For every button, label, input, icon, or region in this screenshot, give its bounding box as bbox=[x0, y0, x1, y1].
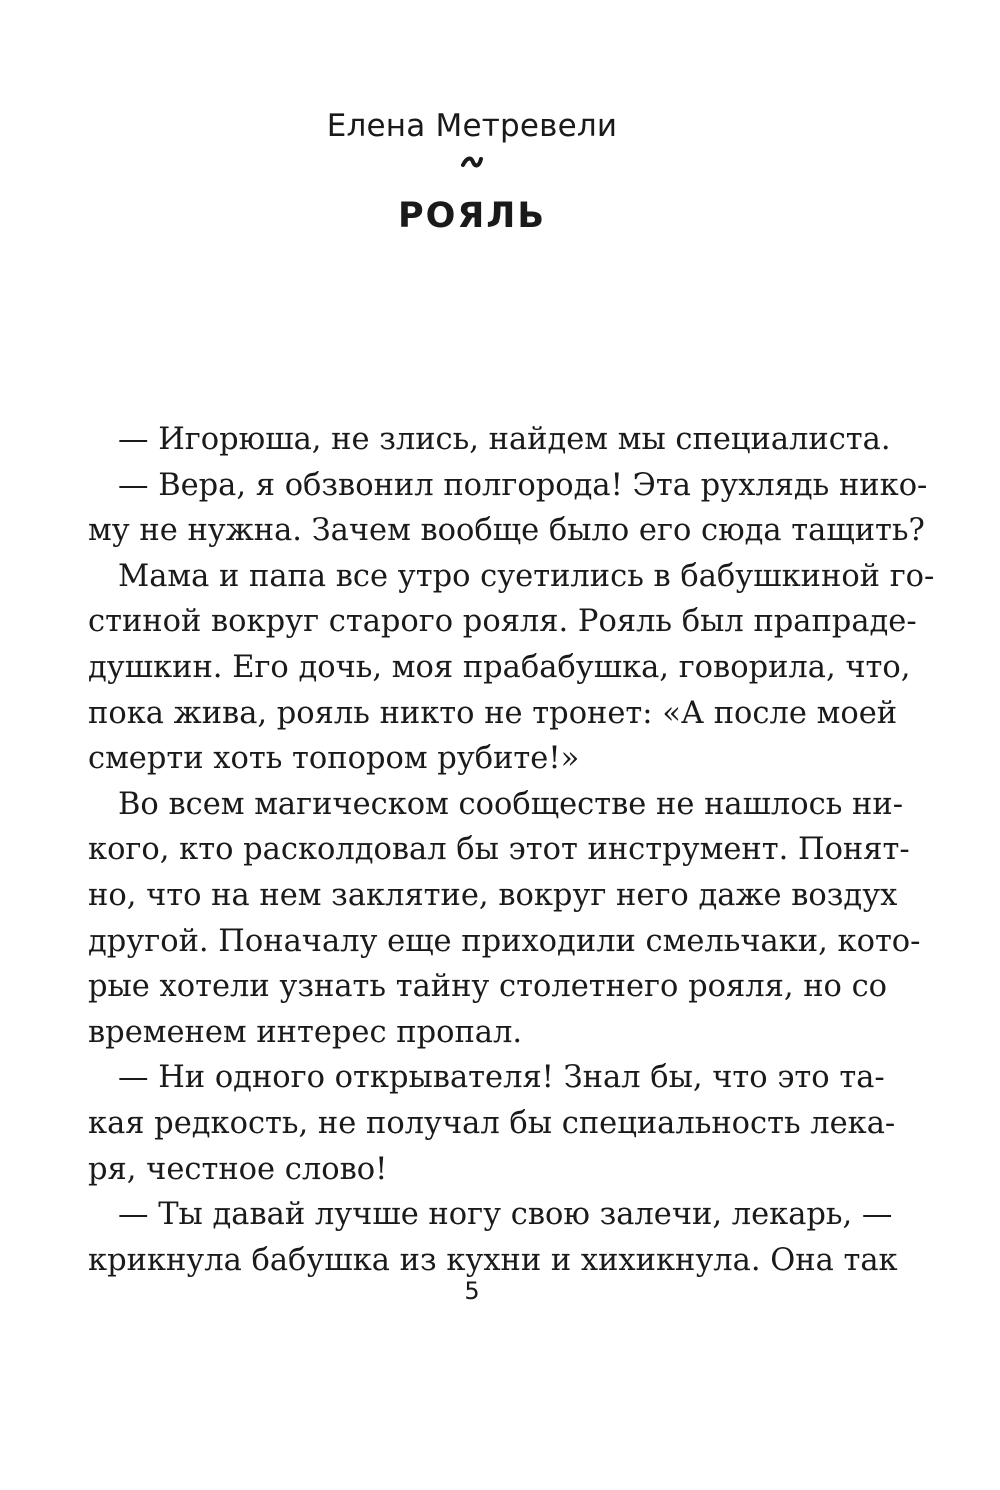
text-line: Мама и папа все утро суетились в бабушкиной го- bbox=[118, 558, 935, 594]
text-line: му не нужна. Зачем вообще было его сюда тащить? bbox=[88, 513, 925, 549]
text-line: пока жива, рояль никто не тронет: «А после моей bbox=[88, 695, 898, 731]
text-line: стиной вокруг старого рояля. Рояль был прапраде- bbox=[88, 604, 917, 640]
text-line: — Игорюша, не злись, найдем мы специалиста. bbox=[118, 422, 891, 457]
story-body bbox=[88, 417, 935, 1283]
text-line: крикнула бабушка из кухни и хихикнула. Она так bbox=[88, 1242, 898, 1278]
text-line: рые хотели узнать тайну столетнего рояля, но со bbox=[88, 969, 888, 1005]
text-line: но, что на нем заклятие, вокруг него даже воздух bbox=[88, 877, 898, 913]
text-line: — Ты давай лучше ногу свою залечи, лекарь, — bbox=[118, 1197, 893, 1233]
text-line: временем интерес пропал. bbox=[88, 1014, 523, 1050]
author-name: Елена Метревели bbox=[326, 108, 618, 144]
tilde-ornament-icon bbox=[461, 155, 483, 169]
text-line: другой. Поначалу еще приходили смельчаки, кото- bbox=[88, 923, 921, 959]
story-title: РОЯЛЬ bbox=[397, 196, 547, 236]
page-number: 5 bbox=[464, 1277, 480, 1305]
text-line: душкин. Его дочь, моя прабабушка, говорила, что, bbox=[88, 649, 911, 685]
text-line: кая редкость, не получал бы специальность лека- bbox=[88, 1105, 896, 1141]
text-line: смерти хоть топором рубите!» bbox=[88, 741, 580, 777]
text-line: ря, честное слово! bbox=[88, 1151, 388, 1187]
text-line: кого, кто расколдовал бы этот инструмент. Понят- bbox=[88, 832, 910, 868]
text-line: — Вера, я обзвонил полгорода! Эта рухлядь нико- bbox=[118, 467, 928, 503]
text-line: Во всем магическом сообществе не нашлось ни- bbox=[118, 786, 904, 822]
text-line: — Ни одного открывателя! Знал бы, что это та- bbox=[118, 1060, 885, 1096]
